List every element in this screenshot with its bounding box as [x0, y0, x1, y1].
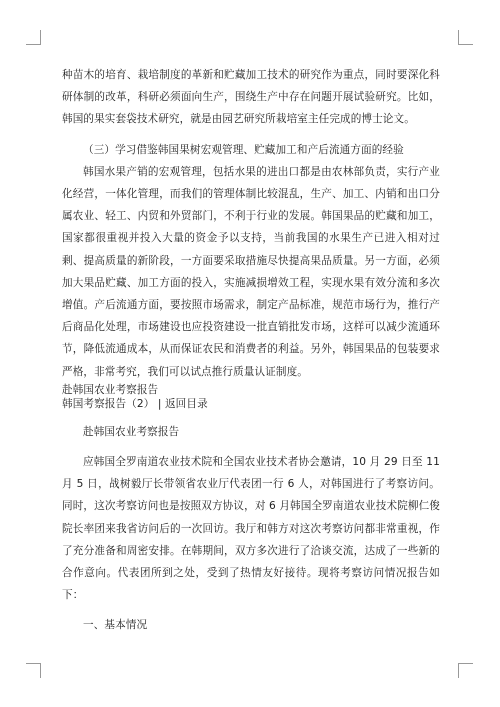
section-heading-basic: 一、基本情况 — [83, 619, 148, 632]
crop-mark-bottom-right — [458, 663, 473, 678]
crop-mark-top-right — [458, 30, 473, 45]
document-body — [62, 64, 440, 637]
paragraph-management: 韩国水果产销的宏观管理，包括水果的进出口都是由农林部负责，实行产业化经营，一体化管理，而我们的管理体制比较混乱，生产、加工、内销和出口分属农业、轻工、内贸和外贸部门，不利于行业的发展。韩国果品的贮藏和加工，国家都很重视并投入大量的资金予以支持，当前我国的水果生产已进入相对过剩、提高质量的新阶段，一方面要采取措施尽快提高果品质量。另一方面，必须加大果品贮藏、加工方面的投入，实施减损增效工程，实现水果有效分流和多次增值。产后流通方面，要按照市场需求，制定产品标准，规范市场行为，推行产后商品化处理，市场建设也应投资建设一批直销批发市场，这样可以减少流通环节，降低流通成本，从而保证农民和消费者的利益。另外，韩国果品的包装要求严格，非常考究，我们可以试点推行质量认证制度。 — [62, 165, 440, 378]
paragraph-visit: 应韩国全罗南道农业技术院和全国农业技术者协会邀请，10 月 29 日至 11 月 5 日，战树毅厅长带领省农业厅代表团一行 6 人，对韩国进行了考察访问。同时，这次考察访问也是按照双方协议，对 6 月韩国全罗南道农业技术院柳仁俊院长率团来我省访问后的一次回访。我厅和韩方对这次考察访问都非常重视，作了充分准备和周密安排。在韩期间，双方多次进行了洽谈交流，达成了一些新的合作意向。代表团所到之处，受到了热情友好接待。现将考察访问情况报告如下： — [62, 456, 440, 602]
document-title: 赴韩国农业考察报告 — [83, 425, 180, 438]
crop-mark-top-left — [26, 30, 41, 45]
link-report-nav[interactable]: 韩国考察报告（2） | 返回目录 — [62, 397, 208, 410]
link-report-title[interactable]: 赴韩国农业考察报告 — [62, 383, 159, 396]
section-heading-3: （三）学习借鉴韩国果树宏观管理、贮藏加工和产后流通方面的经验 — [83, 143, 404, 156]
crop-mark-bottom-left — [26, 663, 41, 678]
paragraph-intro: 种苗木的培育、栽培制度的革新和贮藏加工技术的研究作为重点，同时要深化科研体制的改革，科研必须面向生产，围绕生产中存在问题开展试验研究。比如，韩国的果实套袋技术研究，就是由园艺研究所栽培室主任完成的博士论文。 — [62, 69, 440, 126]
